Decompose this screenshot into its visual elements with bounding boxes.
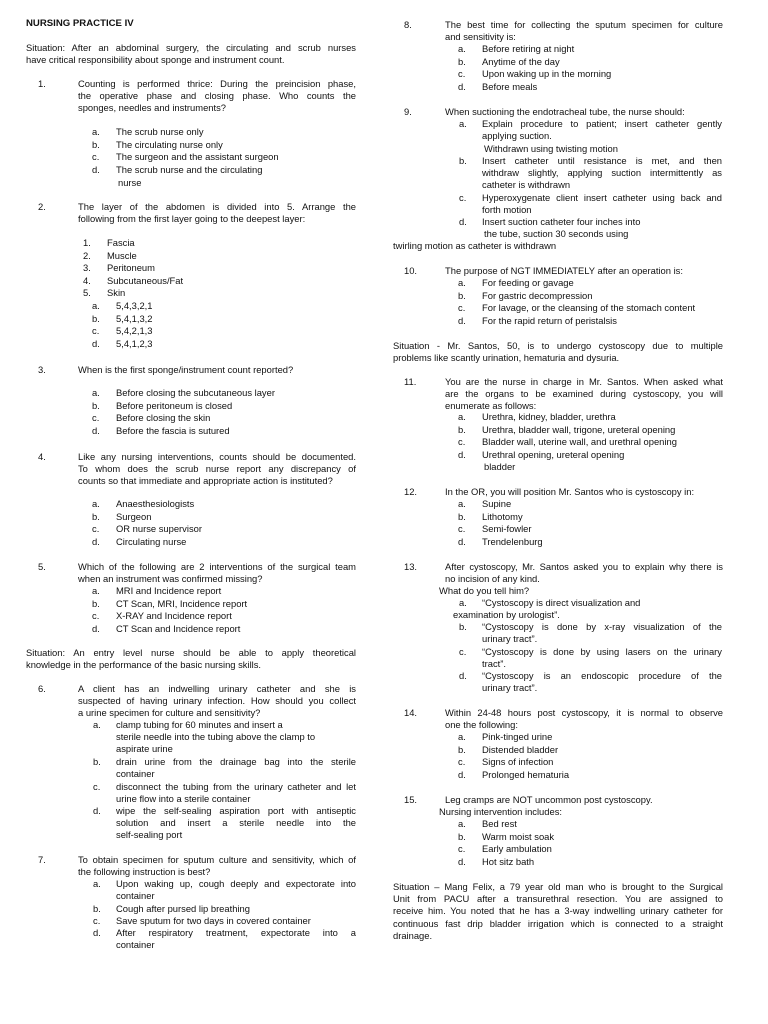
question-8-option-letter: c. bbox=[458, 68, 466, 80]
question-12-option-text: Lithotomy bbox=[482, 510, 523, 522]
question-4-option-letter: a. bbox=[92, 498, 100, 509]
question-13-line: After cystoscopy, Mr. Santos asked you to explain why there is bbox=[445, 561, 723, 572]
question-7-option-a-line: container bbox=[116, 890, 155, 902]
question-3-option-text: Before closing the subcutaneous layer bbox=[116, 387, 275, 398]
question-8-option-text: Before meals bbox=[482, 80, 538, 92]
question-9-option-b-line: catheter is withdrawn bbox=[482, 179, 571, 191]
question-4-option-text: OR nurse supervisor bbox=[116, 523, 202, 535]
question-7-option-d-line: container bbox=[116, 939, 155, 951]
question-11-number: 11. bbox=[404, 376, 417, 387]
question-3-option-letter: d. bbox=[92, 424, 100, 436]
question-6-option-d-line: self-sealing port bbox=[116, 829, 183, 841]
question-10-number: 10. bbox=[404, 265, 418, 276]
question-2-item-option-text: Muscle bbox=[107, 249, 137, 261]
question-3-number: 3. bbox=[38, 364, 46, 375]
question-5-option-letter: a. bbox=[92, 585, 100, 596]
question-1-option-text: The surgeon and the assistant surgeon bbox=[116, 151, 279, 163]
question-13-option-letter-a: a. bbox=[459, 597, 467, 608]
question-12-option-letter: c. bbox=[458, 523, 466, 535]
question-5-option-letter: b. bbox=[92, 597, 100, 609]
question-15-option-text: Hot sitz bath bbox=[482, 855, 535, 867]
question-15-line: Nursing intervention includes: bbox=[439, 806, 562, 817]
question-1-option-letter: d. bbox=[92, 163, 100, 175]
question-5-option-letter: d. bbox=[92, 622, 100, 634]
question-1-option-letter: c. bbox=[92, 151, 100, 163]
question-6-line: suspected of having urinary infection. How should you collect bbox=[78, 695, 356, 707]
situation-4-line: continuous fast drip bladder irrigation which is connected to a straight bbox=[393, 917, 723, 929]
question-15-option-text: Warm moist soak bbox=[482, 830, 555, 842]
question-4-option-text: Surgeon bbox=[116, 510, 152, 522]
question-7-option-a-line: Upon waking up, cough deeply and expectorate into bbox=[116, 878, 356, 889]
page-title: NURSING PRACTICE IV bbox=[26, 18, 134, 29]
question-3-option-text: Before the fascia is sutured bbox=[116, 424, 230, 436]
question-5-number: 5. bbox=[38, 561, 46, 572]
question-9-option-b-line: withdraw slightly, applying suction intermittently as bbox=[482, 167, 722, 179]
question-13-option-c-line: “Cystoscopy is done by using lasers on the urinary bbox=[482, 646, 722, 657]
question-7-line: To obtain specimen for sputum culture and sensitivity, which of bbox=[78, 854, 356, 865]
question-7-option-letter-a: a. bbox=[93, 878, 101, 889]
question-15-option-letter: c. bbox=[458, 843, 466, 855]
question-12-option-text: Trendelenburg bbox=[482, 535, 543, 547]
question-2-line: following from the first layer going to the deepest layer: bbox=[78, 213, 306, 225]
question-3-option-letter: a. bbox=[92, 387, 100, 398]
question-13-option-a-line: examination by urologist”. bbox=[453, 609, 560, 620]
question-8-number: 8. bbox=[404, 19, 412, 30]
situation-3-line: Situation - Mr. Santos, 50, is to undergo cystoscopy due to multiple bbox=[393, 340, 723, 351]
question-4-line: To whom does the scrub nurse report any discrepancy of bbox=[78, 463, 356, 475]
question-6-option-a-line: clamp tubing for 60 minutes and insert a bbox=[116, 719, 283, 730]
question-14-option-text: Signs of infection bbox=[482, 756, 554, 768]
question-2-option-letter: a. bbox=[92, 300, 100, 311]
question-8-line: The best time for collecting the sputum specimen for culture bbox=[445, 19, 723, 30]
question-11-line: are the organs to be examined during cystoscopy, you will bbox=[445, 388, 723, 400]
question-9-option-d-line: the tube, suction 30 seconds using bbox=[484, 228, 629, 239]
question-3-option-text: Before closing the skin bbox=[116, 412, 211, 424]
question-11-option-text: Urethra, bladder wall, trigone, ureteral opening bbox=[482, 423, 676, 435]
question-6-option-b-line: container bbox=[116, 768, 155, 780]
question-15-number: 15. bbox=[404, 794, 418, 805]
question-10-option-letter: d. bbox=[458, 314, 466, 326]
question-6-option-d-line: solution and insert a sterile needle into the bbox=[116, 817, 356, 829]
question-13-option-letter-c: c. bbox=[459, 646, 467, 657]
question-9-option-d-line: twirling motion as catheter is withdrawn bbox=[393, 240, 557, 251]
question-1-option-letter: a. bbox=[92, 126, 100, 137]
question-2-item-option-text: Skin bbox=[107, 287, 126, 299]
question-6-option-a-line: aspirate urine bbox=[116, 743, 173, 755]
question-15-line: Leg cramps are NOT uncommon post cystoscopy. bbox=[445, 794, 653, 805]
question-6-option-c-line: disconnect the tubing from the urinary catheter and let bbox=[116, 781, 356, 792]
question-9-option-c-line: Hyperoxygenate client insert catheter using back and bbox=[482, 192, 722, 203]
question-5-option-text: CT Scan and Incidence report bbox=[116, 622, 241, 634]
question-8-option-text: Before retiring at night bbox=[482, 43, 575, 54]
question-8-option-text: Anytime of the day bbox=[482, 55, 560, 67]
question-11-option-text: Urethral opening, ureteral opening bbox=[482, 448, 625, 460]
question-10-option-text: For gastric decompression bbox=[482, 289, 593, 301]
question-10-option-text: For feeding or gavage bbox=[482, 277, 574, 288]
situation-1-line: have critical responsibility about sponge and instrument count. bbox=[26, 54, 285, 66]
question-14-line: one the following: bbox=[445, 719, 518, 731]
question-9-option-letter-a: a. bbox=[459, 118, 467, 129]
question-9-option-b-line: Insert catheter until resistance is met, and then bbox=[482, 155, 722, 166]
question-1-option-text: nurse bbox=[118, 177, 142, 188]
question-6-number: 6. bbox=[38, 683, 46, 694]
question-14-line: Within 24-48 hours post cystoscopy, it is normal to observe bbox=[445, 707, 723, 718]
question-8-option-letter: a. bbox=[458, 43, 466, 54]
question-11-line: You are the nurse in charge in Mr. Santos. When asked what bbox=[445, 376, 723, 387]
question-9-option-a-line: Withdrawn using twisting motion bbox=[484, 143, 618, 154]
question-11-option-letter: b. bbox=[458, 423, 466, 435]
question-9-number: 9. bbox=[404, 106, 412, 117]
question-7-option-letter-c: c. bbox=[93, 915, 101, 926]
question-4-option-text: Circulating nurse bbox=[116, 535, 187, 547]
question-9-option-a-line: applying suction. bbox=[482, 130, 552, 141]
question-13-option-letter-b: b. bbox=[459, 621, 467, 632]
question-6-line: a urine specimen for culture and sensitivity? bbox=[78, 707, 261, 719]
question-5-option-letter: c. bbox=[92, 610, 100, 622]
question-2-line: The layer of the abdomen is divided into 5. Arrange the bbox=[78, 201, 356, 212]
question-1-option-text: The scrub nurse only bbox=[116, 126, 204, 137]
question-4-option-letter: d. bbox=[92, 535, 100, 547]
question-11-option-text: bladder bbox=[484, 461, 516, 472]
question-2-option-text: 5,4,1,2,3 bbox=[116, 337, 153, 349]
question-13-option-c-line: tract”. bbox=[482, 658, 506, 670]
question-9-option-d-line: Insert suction catheter four inches into bbox=[482, 216, 641, 227]
question-2-option-letter: c. bbox=[92, 325, 100, 337]
question-3-option-letter: b. bbox=[92, 399, 100, 411]
question-2-option-text: 5,4,3,2,1 bbox=[116, 300, 153, 311]
question-12-option-letter: d. bbox=[458, 535, 466, 547]
question-11-option-letter: d. bbox=[458, 448, 466, 460]
question-6-option-letter-a: a. bbox=[93, 719, 101, 730]
question-13-option-letter-d: d. bbox=[459, 670, 467, 681]
question-4-line: Like any nursing interventions, counts should be documented. bbox=[78, 451, 356, 462]
question-6-option-letter-c: c. bbox=[93, 781, 101, 792]
question-4-option-letter: c. bbox=[92, 523, 100, 535]
question-11-option-letter: c. bbox=[458, 436, 466, 448]
question-13-line: no incision of any kind. bbox=[445, 573, 540, 585]
question-8-option-letter: b. bbox=[458, 55, 466, 67]
question-3-line: When is the first sponge/instrument count reported? bbox=[78, 364, 294, 375]
question-2-option-letter: b. bbox=[92, 312, 100, 324]
question-2-item-option-text: Subcutaneous/Fat bbox=[107, 274, 184, 286]
question-9-option-a-line: Explain procedure to patient; insert catheter gently bbox=[482, 118, 722, 129]
question-2-option-text: 5,4,1,3,2 bbox=[116, 312, 153, 324]
question-2-item-option-text: Fascia bbox=[107, 237, 135, 248]
question-9-option-letter-b: b. bbox=[459, 155, 467, 166]
question-7-line: the following instruction is best? bbox=[78, 866, 211, 878]
question-10-option-letter: b. bbox=[458, 289, 466, 301]
question-5-option-text: MRI and Incidence report bbox=[116, 585, 222, 596]
question-12-line: In the OR, you will position Mr. Santos who is cystoscopy in: bbox=[445, 486, 695, 497]
question-2-item-option-text: Peritoneum bbox=[107, 262, 155, 274]
question-13-option-b-line: “Cystoscopy is done by x-ray visualization of the bbox=[482, 621, 722, 632]
question-4-option-text: Anaesthesiologists bbox=[116, 498, 195, 509]
situation-3-line: problems like scantly urination, hematuria and dysuria. bbox=[393, 352, 620, 364]
question-2-item-option-letter: 4. bbox=[83, 274, 91, 286]
question-12-number: 12. bbox=[404, 486, 418, 497]
question-14-option-letter: b. bbox=[458, 743, 466, 755]
question-1-number: 1. bbox=[38, 78, 46, 89]
question-8-option-text: Upon waking up in the morning bbox=[482, 68, 612, 80]
question-11-option-text: Bladder wall, uterine wall, and urethral opening bbox=[482, 436, 677, 448]
question-5-line: when an instrument was confirmed missing? bbox=[78, 573, 263, 585]
question-2-option-text: 5,4,2,1,3 bbox=[116, 325, 153, 337]
question-5-option-text: CT Scan, MRI, Incidence report bbox=[116, 597, 248, 609]
question-12-option-letter: a. bbox=[458, 498, 466, 509]
question-1-line: the operative phase and closing phase. Who counts the bbox=[78, 90, 356, 102]
question-6-line: A client has an indwelling urinary catheter and she is bbox=[78, 683, 356, 694]
question-6-option-letter-d: d. bbox=[93, 805, 101, 816]
question-13-option-d-line: urinary tract”. bbox=[482, 682, 538, 694]
question-2-number: 2. bbox=[38, 201, 46, 212]
question-11-option-text: Urethra, kidney, bladder, urethra bbox=[482, 411, 616, 422]
question-13-number: 13. bbox=[404, 561, 418, 572]
question-15-option-text: Bed rest bbox=[482, 818, 517, 829]
question-4-number: 4. bbox=[38, 451, 46, 462]
question-1-line: sponges, needles and instruments? bbox=[78, 102, 227, 114]
question-9-option-letter-d: d. bbox=[459, 216, 467, 227]
question-12-option-letter: b. bbox=[458, 510, 466, 522]
question-1-option-text: The scrub nurse and the circulating bbox=[116, 163, 263, 175]
situation-1-line: Situation: After an abdominal surgery, the circulating and scrub nurses bbox=[26, 42, 356, 53]
question-3-option-letter: c. bbox=[92, 412, 100, 424]
situation-4-line: Situation – Mang Felix, a 79 year old man who is brought to the Surgical bbox=[393, 881, 723, 892]
question-1-option-letter: b. bbox=[92, 138, 100, 150]
question-2-option-letter: d. bbox=[92, 337, 100, 349]
question-13-option-a-line: “Cystoscopy is direct visualization and bbox=[482, 597, 641, 608]
question-13-line: What do you tell him? bbox=[439, 585, 530, 596]
question-7-option-letter-b: b. bbox=[93, 903, 101, 914]
question-12-option-text: Supine bbox=[482, 498, 512, 509]
question-10-option-text: For lavage, or the cleansing of the stomach content bbox=[482, 302, 696, 314]
question-1-option-text: The circulating nurse only bbox=[116, 138, 223, 150]
question-6-option-d-line: wipe the self-sealing aspiration port with antiseptic bbox=[116, 805, 356, 816]
question-11-line: enumerate as follows: bbox=[445, 400, 537, 412]
question-7-option-c-line: Save sputum for two days in covered container bbox=[116, 915, 311, 926]
question-6-option-a-line: sterile needle into the tubing above the clamp to bbox=[116, 731, 316, 743]
question-4-line: counts so that immediate and appropriate action is instituted? bbox=[78, 475, 333, 487]
question-14-number: 14. bbox=[404, 707, 418, 718]
question-9-option-c-line: forth motion bbox=[482, 204, 532, 216]
question-15-option-letter: a. bbox=[458, 818, 466, 829]
question-10-option-letter: a. bbox=[458, 277, 466, 288]
situation-2-line: knowledge in the performance of the basic nursing skills. bbox=[26, 659, 262, 671]
question-9-option-letter-c: c. bbox=[459, 192, 467, 203]
question-2-item-option-letter: 5. bbox=[83, 287, 91, 299]
question-15-option-letter: b. bbox=[458, 830, 466, 842]
question-13-option-b-line: urinary tract”. bbox=[482, 633, 538, 645]
question-6-option-letter-b: b. bbox=[93, 756, 101, 767]
question-15-option-text: Early ambulation bbox=[482, 843, 552, 855]
question-4-option-letter: b. bbox=[92, 510, 100, 522]
question-10-option-letter: c. bbox=[458, 302, 466, 314]
question-1-line: Counting is performed thrice: During the preincision phase, bbox=[78, 78, 356, 89]
question-15-option-letter: d. bbox=[458, 855, 466, 867]
question-14-option-letter: d. bbox=[458, 768, 466, 780]
question-6-option-b-line: drain urine from the drainage bag into the sterile bbox=[116, 756, 356, 767]
question-2-item-option-letter: 2. bbox=[83, 249, 91, 261]
question-7-number: 7. bbox=[38, 854, 46, 865]
question-5-line: Which of the following are 2 interventions of the surgical team bbox=[78, 561, 356, 572]
question-14-option-letter: a. bbox=[458, 731, 466, 742]
question-14-option-text: Pink-tinged urine bbox=[482, 731, 553, 742]
question-10-option-text: For the rapid return of peristalsis bbox=[482, 314, 617, 326]
question-2-item-option-letter: 3. bbox=[83, 262, 91, 274]
question-3-option-text: Before peritoneum is closed bbox=[116, 399, 233, 411]
question-13-option-d-line: “Cystoscopy is an endoscopic procedure of the bbox=[482, 670, 722, 681]
question-14-option-letter: c. bbox=[458, 756, 466, 768]
question-8-option-letter: d. bbox=[458, 80, 466, 92]
question-10-line: The purpose of NGT IMMEDIATELY after an operation is: bbox=[445, 265, 683, 276]
question-7-option-letter-d: d. bbox=[93, 927, 101, 938]
question-7-option-b-line: Cough after pursed lip breathing bbox=[116, 903, 250, 914]
question-14-option-text: Prolonged hematuria bbox=[482, 768, 570, 780]
question-8-line: and sensitivity is: bbox=[445, 31, 516, 43]
question-5-option-text: X-RAY and Incidence report bbox=[116, 610, 232, 622]
question-11-option-letter: a. bbox=[458, 411, 466, 422]
question-12-option-text: Semi-fowler bbox=[482, 523, 532, 535]
question-14-option-text: Distended bladder bbox=[482, 743, 559, 755]
situation-2-line: Situation: An entry level nurse should be able to apply theoretical bbox=[26, 647, 356, 658]
question-6-option-c-line: urine flow into a sterile container bbox=[116, 793, 251, 805]
situation-4-line: drainage. bbox=[393, 929, 433, 941]
question-9-line: When suctioning the endotracheal tube, the nurse should: bbox=[445, 106, 685, 117]
situation-4-line: Unit from PACU after a transurethral resection. You are assigned to bbox=[393, 893, 723, 905]
question-7-option-d-line: After respiratory treatment, expectorate into a bbox=[116, 927, 356, 938]
situation-4-line: receive him. You noted that he has a 3-way indwelling urinary catheter for bbox=[393, 905, 723, 917]
question-2-item-option-letter: 1. bbox=[83, 237, 91, 248]
